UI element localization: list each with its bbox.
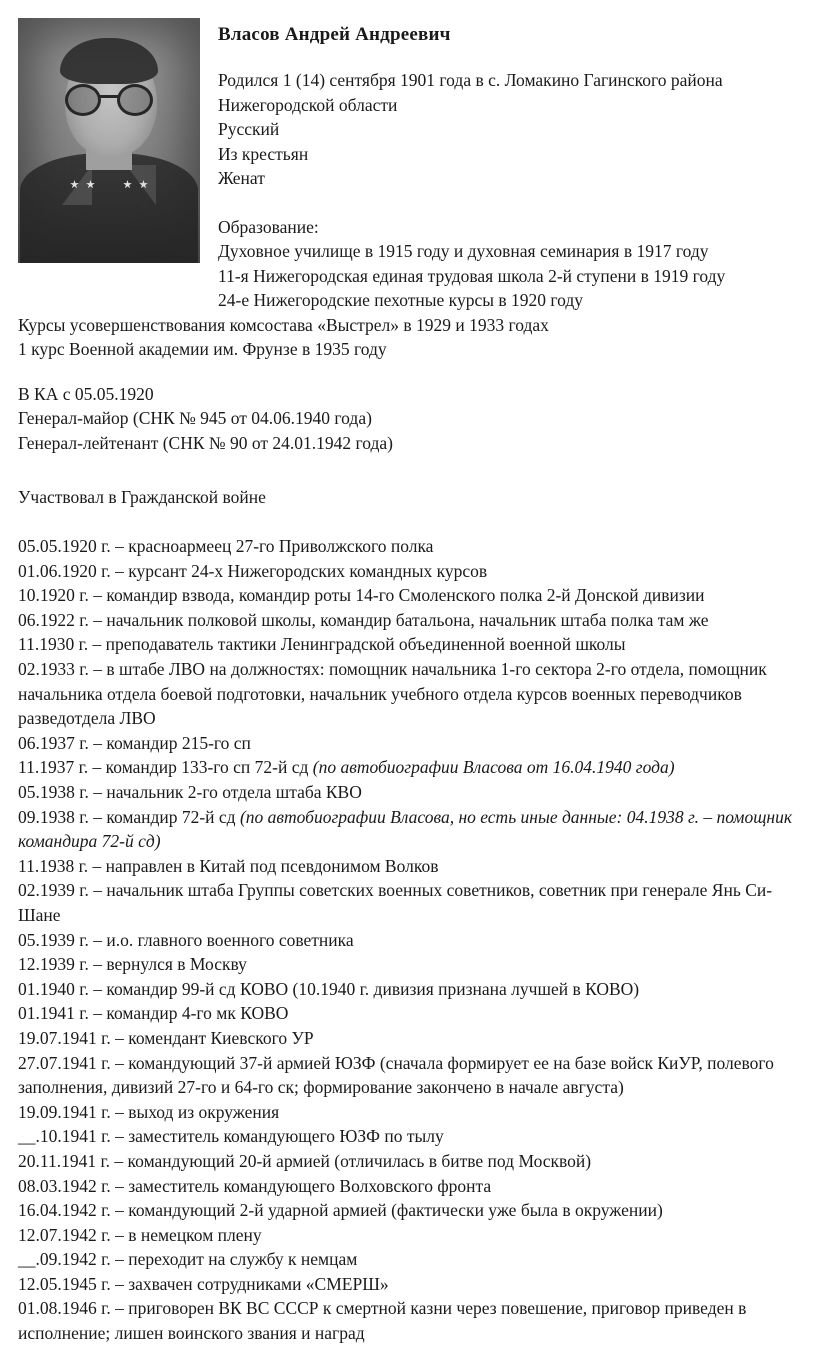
service-record-entry (18, 1124, 796, 1149)
service-record-entry (18, 559, 796, 584)
service-record-entry (18, 534, 796, 559)
service-line: В КА с 05.05.1920 (18, 383, 154, 404)
entry-text: 08.03.1942 г. – заместитель командующего Волховского фронта (18, 1175, 492, 1196)
entry-text: 09.1938 г. – командир 72-й сд (18, 806, 240, 827)
education-line: 1 курс Военной академии им. Фрунзе в 1935 году (18, 339, 387, 360)
entry-text: 05.1938 г. – начальник 2-го отдела штаба КВО (18, 782, 362, 802)
entry-text: 01.1941 г. – командир 4-го мк КОВО (18, 1003, 289, 1024)
entry-text: __.10.1941 г. – заместитель командующего ЮЗФ по тылу (18, 1126, 444, 1147)
header-block (0, 0, 814, 313)
intro-line: Русский (218, 119, 280, 139)
body-block (0, 313, 814, 1346)
service-record-entry (18, 632, 796, 657)
header-text-column (218, 14, 792, 313)
intro-line: Нижегородской области (218, 94, 398, 115)
entry-text: 01.06.1920 г. – курсант 24-х Нижегородских командных курсов (18, 560, 488, 581)
intro-line: Родился 1 (14) сентября 1901 года в с. Ломакино Гагинского района (218, 70, 723, 90)
entry-text: 12.07.1942 г. – в немецком плену (18, 1224, 262, 1245)
entry-text: 05.1939 г. – и.о. главного военного советника (18, 929, 354, 950)
service-block (18, 382, 796, 456)
entry-text: 12.05.1945 г. – захвачен сотрудниками «СМЕРШ» (18, 1273, 389, 1294)
entry-text: 11.1930 г. – преподаватель тактики Ленинградской объединенной военной школы (18, 634, 626, 655)
entry-note-italic: (по автобиографии Власова от 16.04.1940 года) (312, 757, 675, 778)
entry-text: __.09.1942 г. – переходит на службу к немцам (18, 1249, 358, 1270)
service-record-entry (18, 805, 796, 854)
intro-block (218, 68, 792, 191)
education-line: 11-я Нижегородская единая трудовая школа 2-й ступени в 1919 году (218, 265, 726, 286)
service-record-entry (18, 854, 796, 879)
service-record-entry (18, 928, 796, 953)
spacer (18, 510, 796, 534)
entry-text: 01.1940 г. – командир 99-й сд КОВО (10.1940 г. дивизия признана лучшей в КОВО) (18, 978, 640, 999)
page-title: Власов Андрей Андреевич (218, 24, 451, 45)
service-record-entry (18, 1026, 796, 1051)
spacer (218, 191, 792, 215)
service-record-entry (18, 878, 796, 927)
entry-text: 19.09.1941 г. – выход из окружения (18, 1101, 280, 1122)
education-line: Духовное училище в 1915 году и духовная семинария в 1917 году (218, 241, 709, 261)
service-record-entry (18, 1296, 796, 1345)
entry-text: 11.1937 г. – командир 133-го сп 72-й сд (18, 757, 313, 778)
service-record-entry (18, 608, 796, 633)
service-record-entry (18, 1001, 796, 1026)
service-line: Генерал-лейтенант (СНК № 90 от 24.01.1942 года) (18, 432, 394, 453)
education-line: 24-е Нижегородские пехотные курсы в 1920 году (218, 290, 583, 310)
entry-text: 12.1939 г. – вернулся в Москву (18, 954, 247, 975)
entry-text: 06.1937 г. – командир 215-го сп (18, 732, 251, 753)
entry-note-italic: (по автобиографии Власова, но есть иные данные: 04.1938 г. – помощник командира 72-й сд) (18, 806, 797, 852)
entry-text: 10.1920 г. – командир взвода, командир роты 14-го Смоленского полка 2-й Донской дивизии (18, 585, 705, 606)
entry-text: 11.1938 г. – направлен в Китай под псевдонимом Волков (18, 855, 439, 876)
service-line: Генерал-майор (СНК № 945 от 04.06.1940 года) (18, 408, 372, 429)
entry-text: 02.1939 г. – начальник штаба Группы советских военных советников, советник при генерале Янь Си-Шане (18, 880, 773, 925)
entry-text: 16.04.1942 г. – командующий 2-й ударной армией (фактически уже была в окружении) (18, 1200, 663, 1221)
entry-text: 06.1922 г. – начальник полковой школы, командир батальона, начальник штаба полка там же (18, 609, 709, 630)
portrait-vignette (18, 18, 200, 263)
portrait-photo (18, 18, 200, 263)
intro-line: Из крестьян (218, 143, 309, 164)
service-record-entry (18, 780, 796, 805)
education-block (218, 215, 792, 313)
education-line: Курсы усовершенствования комсостава «Выстрел» в 1929 и 1933 годах (18, 314, 549, 335)
service-record-entry (18, 755, 796, 780)
service-record-entry (18, 952, 796, 977)
service-record-entry (18, 731, 796, 756)
service-record-entry (18, 1149, 796, 1174)
entry-text: 27.07.1941 г. – командующий 37-й армией ЮЗФ (сначала формирует ее на базе войск КиУР, полевого заполнения, дивизий 27-го и 64-го ск; формирование закончено в начале августа) (18, 1052, 779, 1098)
service-record-entry (18, 1051, 796, 1100)
entry-text: 01.08.1946 г. – приговорен ВК ВС СССР к смертной казни через повешение, приговор приведен в исполнение; лишен воинского звания и наград (18, 1298, 751, 1344)
service-record-entry (18, 977, 796, 1002)
participation-line: Участвовал в Гражданской войне (18, 487, 266, 508)
service-record-entry (18, 1272, 796, 1297)
entry-text: 19.07.1941 г. – комендант Киевского УР (18, 1027, 314, 1048)
education-block-wide (18, 313, 796, 362)
service-record-entry (18, 1174, 796, 1199)
service-record-entry (18, 583, 796, 608)
spacer (18, 455, 796, 485)
entry-text: 05.05.1920 г. – красноармеец 27-го Приволжского полка (18, 536, 434, 557)
service-record-entry (18, 1247, 796, 1272)
entry-text: 20.11.1941 г. – командующий 20-й армией (отличилась в битве под Москвой) (18, 1150, 592, 1171)
service-record-entry (18, 1198, 796, 1223)
service-record-list (18, 534, 796, 1346)
entry-text: 02.1933 г. – в штабе ЛВО на должностях: помощник начальника 1-го сектора 2-го отдела, помощник начальника отдела боевой подготовки, начальник учебного отдела курсов военных переводчиков разведотдела ЛВО (18, 659, 772, 729)
service-record-entry (18, 1100, 796, 1125)
education-heading: Образование: (218, 216, 319, 237)
intro-line: Женат (218, 168, 265, 188)
service-record-entry (18, 1223, 796, 1248)
service-record-entry (18, 657, 796, 731)
spacer (18, 362, 796, 382)
